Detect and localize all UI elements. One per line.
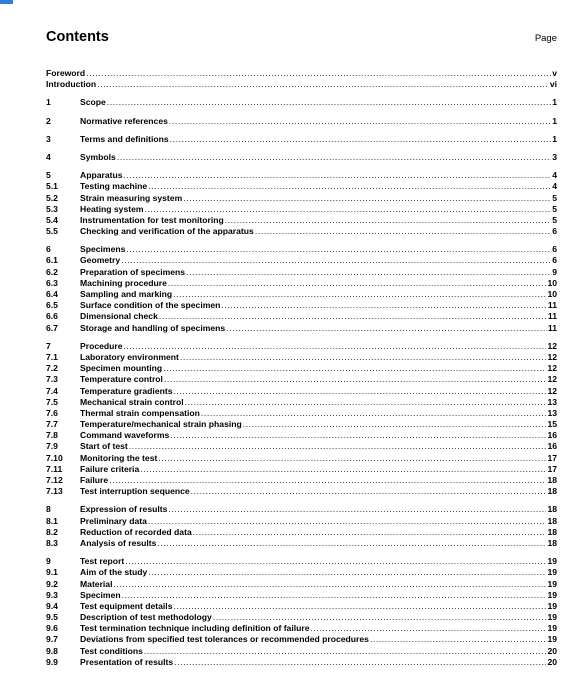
toc-entry[interactable] [46,152,557,163]
toc-entry-number: 9.7 [46,634,58,645]
dot-leader [191,486,547,497]
toc-entry[interactable] [46,601,557,612]
toc-entry-title: Instrumentation for test monitoring [80,214,224,225]
toc-entry-title: Expression of results [80,504,168,515]
toc-entry[interactable] [46,623,557,634]
dot-leader [370,634,547,645]
toc-entry[interactable] [46,97,557,108]
dot-leader [183,193,551,204]
toc-entry-number: 6.2 [46,266,58,277]
toc-entry-page: 11 [547,300,557,311]
toc-entry-number: 6.3 [46,277,58,288]
toc-entry-title: Presentation of results [80,656,174,667]
dot-leader [124,170,552,181]
toc-entry-title: Test equipment details [80,600,173,611]
toc-entry[interactable] [46,419,557,430]
dot-leader [168,504,546,515]
toc-entry[interactable] [46,441,557,452]
page-column-label: Page [534,33,557,44]
toc-entry[interactable] [46,323,557,334]
toc-front-matter [46,68,557,90]
toc-entry-page: 12 [547,351,557,362]
toc-entry-number: 6.1 [46,255,58,266]
page-title: Contents [46,29,109,45]
toc-entry-title: Dimensional check [80,311,158,322]
toc-entry[interactable] [46,68,557,79]
toc-entry-number: 7.8 [46,430,58,441]
toc-entry-title: Temperature control [80,374,163,385]
toc-section-group [46,152,557,163]
toc-entry-number: 5.4 [46,214,58,225]
toc-entry[interactable] [46,116,557,127]
toc-entry[interactable] [46,181,557,192]
dot-leader [174,386,547,397]
toc-entry[interactable] [46,538,557,549]
dot-leader [122,590,547,601]
toc-entry-number: 7 [46,340,51,351]
toc-entry[interactable] [46,386,557,397]
toc-entry-title: Machining procedure [80,277,167,288]
dot-leader [97,79,549,90]
toc-entry-page: 20 [547,656,557,667]
dot-leader [311,623,547,634]
dot-leader [193,527,547,538]
dot-leader [86,68,551,79]
toc-entry-page: 13 [547,396,557,407]
dot-leader [158,453,546,464]
toc-entry-title: Specimen [80,589,121,600]
toc-entry-page: 5 [552,192,557,203]
toc-entry-number: 7.5 [46,396,58,407]
toc-entry-page: v [552,68,557,78]
toc-entry[interactable] [46,79,557,90]
dot-leader [148,567,546,578]
dot-leader [109,475,546,486]
toc-entry-page: 19 [547,600,557,611]
toc-entry-number: 5 [46,170,51,181]
toc-entry[interactable] [46,267,557,278]
toc-entry-title: Sampling and marking [80,289,173,299]
toc-entry-title: Geometry [80,255,121,266]
toc-entry-title: Failure [80,475,109,485]
contents-header [46,29,557,49]
dot-leader [107,97,551,108]
toc-entry-page: 1 [552,115,557,126]
toc-entry-page: 12 [547,385,557,396]
toc-entry-page: 20 [547,645,557,656]
toc-entry-title: Surface condition of the specimen [80,300,221,311]
toc-entry-number: 9.3 [46,589,58,600]
toc-entry-title: Start of test [80,441,128,452]
toc-entry-title: Apparatus [80,170,123,181]
dot-leader [213,612,547,623]
toc-entry[interactable] [46,567,557,578]
toc-entry-number: 9.1 [46,567,58,578]
toc-entry-page: 18 [547,515,557,526]
dot-leader [157,538,546,549]
toc-entry-title: Reduction of recorded data [80,526,192,537]
toc-entry-page: vi [549,79,557,90]
toc-entry-number: 7.1 [46,351,58,362]
toc-entry[interactable] [46,352,557,363]
dot-leader [159,311,547,322]
toc-entry-title: Deviations from specified test tolerances or recommended procedures [80,634,369,645]
toc-entry[interactable] [46,255,557,266]
toc-entry-title: Test conditions [80,645,143,656]
toc-section-group [46,97,557,108]
toc-entry-page: 12 [547,340,557,351]
toc-entry-page: 10 [547,289,557,299]
toc-entry-page: 6 [552,255,557,266]
toc-entry[interactable] [46,408,557,419]
toc-entry[interactable] [46,226,557,237]
toc-entry-title: Strain measuring system [80,192,183,203]
toc-entry-title: Test termination technique including definition of failure [80,623,310,634]
toc-entry-number: 6.6 [46,311,58,322]
toc-entry-title: Foreword [46,68,86,78]
toc-entry-number: 9.4 [46,600,58,611]
dot-leader [170,134,552,145]
toc-entry[interactable] [46,204,557,215]
toc-section-group [46,116,557,127]
dot-leader [168,278,547,289]
toc-entry-title: Specimen mounting [80,363,163,374]
dot-leader [255,226,551,237]
dot-leader [173,601,546,612]
toc-entry[interactable] [46,527,557,538]
toc-entry-page: 1 [552,133,557,144]
toc-entry-page: 11 [547,311,557,322]
toc-entry-page: 18 [547,504,557,515]
toc-entry[interactable] [46,374,557,385]
toc-entry-number: 7.10 [46,452,63,463]
dot-leader [243,419,547,430]
toc-entry[interactable] [46,475,557,486]
toc-entry-number: 7.7 [46,419,58,430]
toc-entry-number: 9 [46,556,51,567]
toc-entry-page: 4 [552,181,557,192]
toc-entry-page: 19 [547,578,557,589]
toc-entry-number: 7.2 [46,363,58,374]
toc-entry[interactable] [46,504,557,515]
toc-entry-title: Failure criteria [80,463,140,474]
toc-entry[interactable] [46,278,557,289]
toc-entry-title: Introduction [46,79,97,90]
toc-entry[interactable] [46,464,557,475]
toc-entry-number: 5.3 [46,203,58,214]
toc-entry-number: 1 [46,97,51,108]
toc-entry-title: Testing machine [80,181,148,192]
toc-entry-title: Command waveforms [80,430,170,441]
dot-leader [124,341,547,352]
toc-entry-page: 19 [547,556,557,567]
toc-entry-number: 7.13 [46,486,63,497]
toc-entry-page: 11 [547,322,557,333]
dot-leader [173,289,546,300]
toc-entry-title: Preliminary data [80,515,147,526]
toc-entry[interactable] [46,311,557,322]
toc-section-group [46,134,557,145]
toc-entry[interactable] [46,453,557,464]
toc-section-group [46,341,557,498]
toc-entry-page: 18 [547,486,557,497]
toc-entry[interactable] [46,244,557,255]
dot-leader [186,267,551,278]
dot-leader [126,244,551,255]
toc-entry-number: 5.2 [46,192,58,203]
toc-entry-page: 1 [552,97,557,108]
toc-entry-page: 5 [552,214,557,225]
dot-leader [169,116,551,127]
toc-entry-number: 7.12 [46,475,63,485]
toc-entry[interactable] [46,289,557,300]
toc-entry-number: 7.4 [46,385,58,396]
toc-entry-page: 16 [547,430,557,441]
toc-entry-number: 7.9 [46,441,58,452]
toc-entry-page: 19 [547,623,557,634]
toc-entry-title: Aim of the study [80,567,148,578]
toc-entry-page: 6 [552,226,557,237]
toc-entry-page: 17 [547,463,557,474]
dot-leader [148,181,551,192]
toc-entry[interactable] [46,646,557,657]
dot-leader [226,323,547,334]
toc-entry-title: Temperature gradients [80,385,173,396]
dot-leader [145,204,552,215]
toc-entry-title: Storage and handling of specimens [80,322,226,333]
toc-entry-number: 3 [46,133,51,144]
toc-entry-number: 8.2 [46,526,58,537]
toc-entry-title: Preparation of specimens [80,266,186,277]
toc-entry-number: 7.11 [46,463,63,474]
toc-entry-number: 9.2 [46,578,58,589]
dot-leader [170,430,546,441]
toc-entry[interactable] [46,215,557,226]
table-of-contents [46,68,557,668]
toc-entry-number: 6 [46,244,51,255]
toc-entry-page: 19 [547,589,557,600]
toc-entry-title: Analysis of results [80,537,157,548]
toc-entry-title: Scope [80,97,106,108]
toc-entry-number: 2 [46,115,51,126]
dot-leader [201,408,547,419]
toc-entry[interactable] [46,363,557,374]
toc-entry-page: 18 [547,526,557,537]
toc-entry-page: 19 [547,634,557,645]
toc-entry-page: 10 [547,277,557,288]
toc-entry-number: 9.6 [46,623,58,634]
dot-leader [225,215,552,226]
toc-entry-number: 4 [46,151,51,162]
toc-entry[interactable] [46,430,557,441]
dot-leader [221,300,547,311]
toc-entry-title: Procedure [80,340,123,351]
toc-entry-title: Material [80,578,113,589]
toc-entry-page: 12 [547,374,557,385]
toc-entry-page: 12 [547,363,557,374]
dot-leader [163,363,546,374]
dot-leader [180,352,547,363]
toc-entry[interactable] [46,579,557,590]
toc-entry-page: 3 [552,151,557,162]
dot-leader [174,657,546,668]
toc-entry-number: 7.3 [46,374,58,385]
toc-section-group [46,244,557,334]
toc-entry-title: Heating system [80,203,144,214]
toc-entry-page: 4 [552,170,557,181]
toc-entry[interactable] [46,516,557,527]
dot-leader [113,579,546,590]
toc-entry[interactable] [46,486,557,497]
dot-leader [125,556,546,567]
toc-entry[interactable] [46,134,557,145]
toc-entry-page: 9 [552,266,557,277]
toc-entry[interactable] [46,193,557,204]
dot-leader [117,152,551,163]
toc-entry-title: Checking and verification of the apparatus [80,226,254,237]
toc-section-group [46,556,557,668]
dot-leader [164,374,547,385]
toc-section-group [46,504,557,549]
toc-entry-page: 18 [547,537,557,548]
toc-entry[interactable] [46,341,557,352]
toc-entry-title: Terms and definitions [80,133,169,144]
toc-entry-number: 5.5 [46,226,58,237]
toc-entry[interactable] [46,397,557,408]
toc-entry-page: 15 [547,419,557,430]
dot-leader [129,441,547,452]
toc-entry-number: 6.5 [46,300,58,311]
toc-entry-title: Description of test methodology [80,612,212,623]
toc-entry-title: Symbols [80,151,116,162]
toc-entry[interactable] [46,590,557,601]
toc-entry-title: Mechanical strain control [80,396,184,407]
corner-mark [0,0,13,4]
toc-entry-page: 18 [547,475,557,485]
toc-entry-number: 9.9 [46,656,58,667]
dot-leader [140,464,546,475]
dot-leader [185,397,547,408]
toc-entry[interactable] [46,170,557,181]
toc-entry[interactable] [46,300,557,311]
dot-leader [121,255,551,266]
toc-entry[interactable] [46,634,557,645]
toc-entry-number: 6.7 [46,322,58,333]
toc-entry-page: 17 [547,452,557,463]
toc-entry-page: 13 [547,407,557,418]
toc-entry-title: Thermal strain compensation [80,407,200,418]
toc-entry-title: Test interruption sequence [80,486,190,497]
dot-leader [144,646,547,657]
toc-entry-number: 7.6 [46,407,58,418]
toc-entry-page: 5 [552,203,557,214]
toc-entry-page: 6 [552,244,557,255]
toc-entry-number: 5.1 [46,181,58,192]
toc-entry-number: 9.8 [46,645,58,656]
toc-entry-number: 8.1 [46,515,58,526]
toc-entry-number: 8.3 [46,537,58,548]
toc-entry-title: Monitoring the test [80,452,158,463]
toc-entry-page: 16 [547,441,557,452]
toc-entry-title: Laboratory environment [80,351,179,362]
toc-entry-title: Temperature/mechanical strain phasing [80,419,242,430]
toc-entry-number: 8 [46,504,51,515]
toc-section-group [46,170,557,237]
toc-entry[interactable] [46,657,557,668]
toc-entry-page: 19 [547,612,557,623]
dot-leader [148,516,547,527]
toc-entry-title: Normative references [80,115,168,126]
toc-entry[interactable] [46,556,557,567]
toc-entry-page: 19 [547,567,557,578]
toc-entry[interactable] [46,612,557,623]
toc-entry-title: Test report [80,556,125,567]
toc-entry-number: 9.5 [46,612,58,623]
toc-entry-number: 6.4 [46,289,58,299]
toc-entry-title: Specimens [80,244,126,255]
